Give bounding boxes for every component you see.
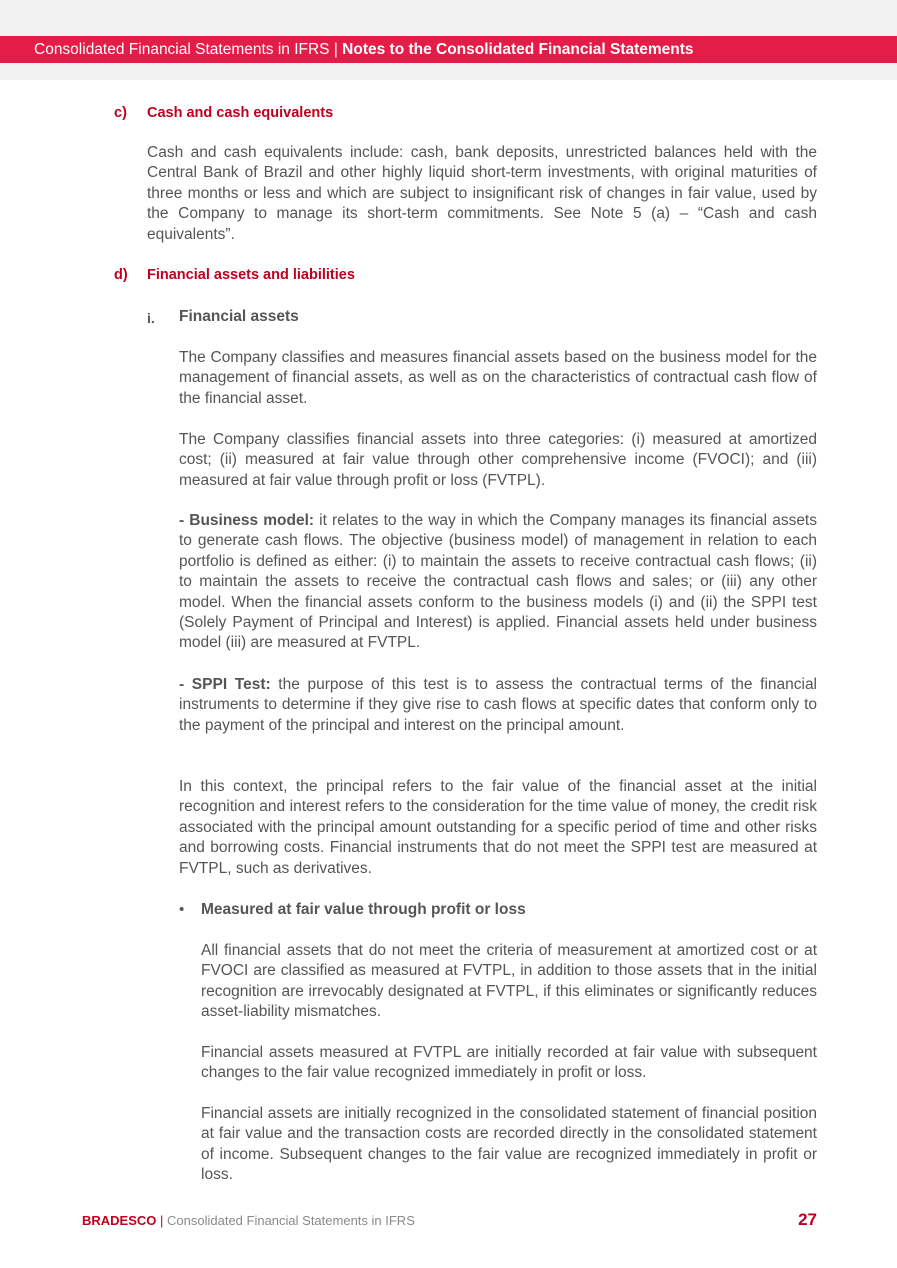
sppi-test-paragraph	[179, 675, 817, 736]
business-model-label: - Business model:	[179, 512, 315, 529]
bullet-marker: •	[179, 901, 185, 918]
footer	[82, 1212, 415, 1230]
section-d-title: Financial assets and liabilities	[147, 267, 355, 283]
header-bar	[0, 36, 897, 63]
sppi-test-text: the purpose of this test is to assess the contractual terms of the financial instruments to determine if they give rise to cash flows at specific dates that conform only to the payment of the principal and interest on the principal amount.	[179, 676, 818, 734]
subsection-i-number: i.	[147, 310, 155, 326]
financial-assets-paragraph-1: The Company classifies and measures financial assets based on the business model for the management of financial assets, as well as on the characteristics of contractual cash flow of the financial asset.	[179, 349, 817, 407]
section-c-letter: c)	[114, 105, 127, 121]
footer-text: Consolidated Financial Statements in IFRS	[167, 1213, 415, 1228]
fvtpl-paragraph-3: Financial assets are initially recognized in the consolidated statement of financial position at fair value and the transaction costs are recorded directly in the consolidated statement of income. Subsequent changes to the fair value are recognized immediately in profit or loss.	[201, 1105, 817, 1184]
subsection-i-title: Financial assets	[179, 308, 299, 325]
footer-separator: |	[156, 1213, 168, 1228]
context-paragraph: In this context, the principal refers to the fair value of the financial asset at the initial recognition and interest refers to the consideration for the time value of money, the credit risk associated with the principal amount outstanding for a specific period of time and other risks and borrowing costs. Financial instruments that do not meet the SPPI test are measured at FVTPL, such as derivatives.	[179, 778, 817, 877]
fvtpl-bullet-title: Measured at fair value through profit or loss	[201, 901, 526, 918]
page-number: 27	[798, 1210, 817, 1229]
section-d-letter: d)	[114, 267, 128, 283]
header-left: Consolidated Financial Statements in IFRS	[34, 41, 330, 58]
fvtpl-paragraph-2: Financial assets measured at FVTPL are initially recorded at fair value with subsequent changes to the fair value recognized immediately in profit or loss.	[201, 1044, 817, 1082]
header-separator: |	[329, 41, 343, 58]
business-model-text: it relates to the way in which the Company manages its financial assets to generate cash flows. The objective (business model) of management in relation to each portfolio is defined as either: (i) to maintain the assets to receive contractual cash flows; (ii) to maintain the assets to receive the contractual cash flows and sales; or (iii) any other model. When the financial assets conform to the business models (i) and (ii) the SPPI test (Solely Payment of Principal and Interest) is applied. Financial assets held under business model (iii) are measured at FVTPL.	[179, 512, 817, 652]
sppi-test-label: - SPPI Test:	[179, 676, 271, 693]
section-c-title: Cash and cash equivalents	[147, 105, 334, 121]
section-c-paragraph: Cash and cash equivalents include: cash, bank deposits, unrestricted balances held with the Central Bank of Brazil and other highly liquid short-term investments, with original maturities of three months or less and which are subject to insignificant risk of changes in fair value, used by the Company to manage its short-term commitments. See Note 5 (a) – “Cash and cash equivalents”.	[147, 144, 817, 243]
header-right: Notes to the Consolidated Financial Statements	[342, 41, 694, 58]
business-model-paragraph	[179, 511, 817, 654]
footer-brand: BRADESCO	[82, 1213, 157, 1228]
fvtpl-paragraph-1: All financial assets that do not meet the criteria of measurement at amortized cost or at FVOCI are classified as measured at FVTPL, in addition to those assets that in the initial recognition are irrevocably designated at FVTPL, if this eliminates or significantly reduces asset-liability mismatches.	[201, 942, 817, 1021]
financial-assets-paragraph-2: The Company classifies financial assets into three categories: (i) measured at amortized cost; (ii) measured at fair value through other comprehensive income (FVOCI); and (iii) measured at fair value through profit or loss (FVTPL).	[179, 431, 817, 489]
